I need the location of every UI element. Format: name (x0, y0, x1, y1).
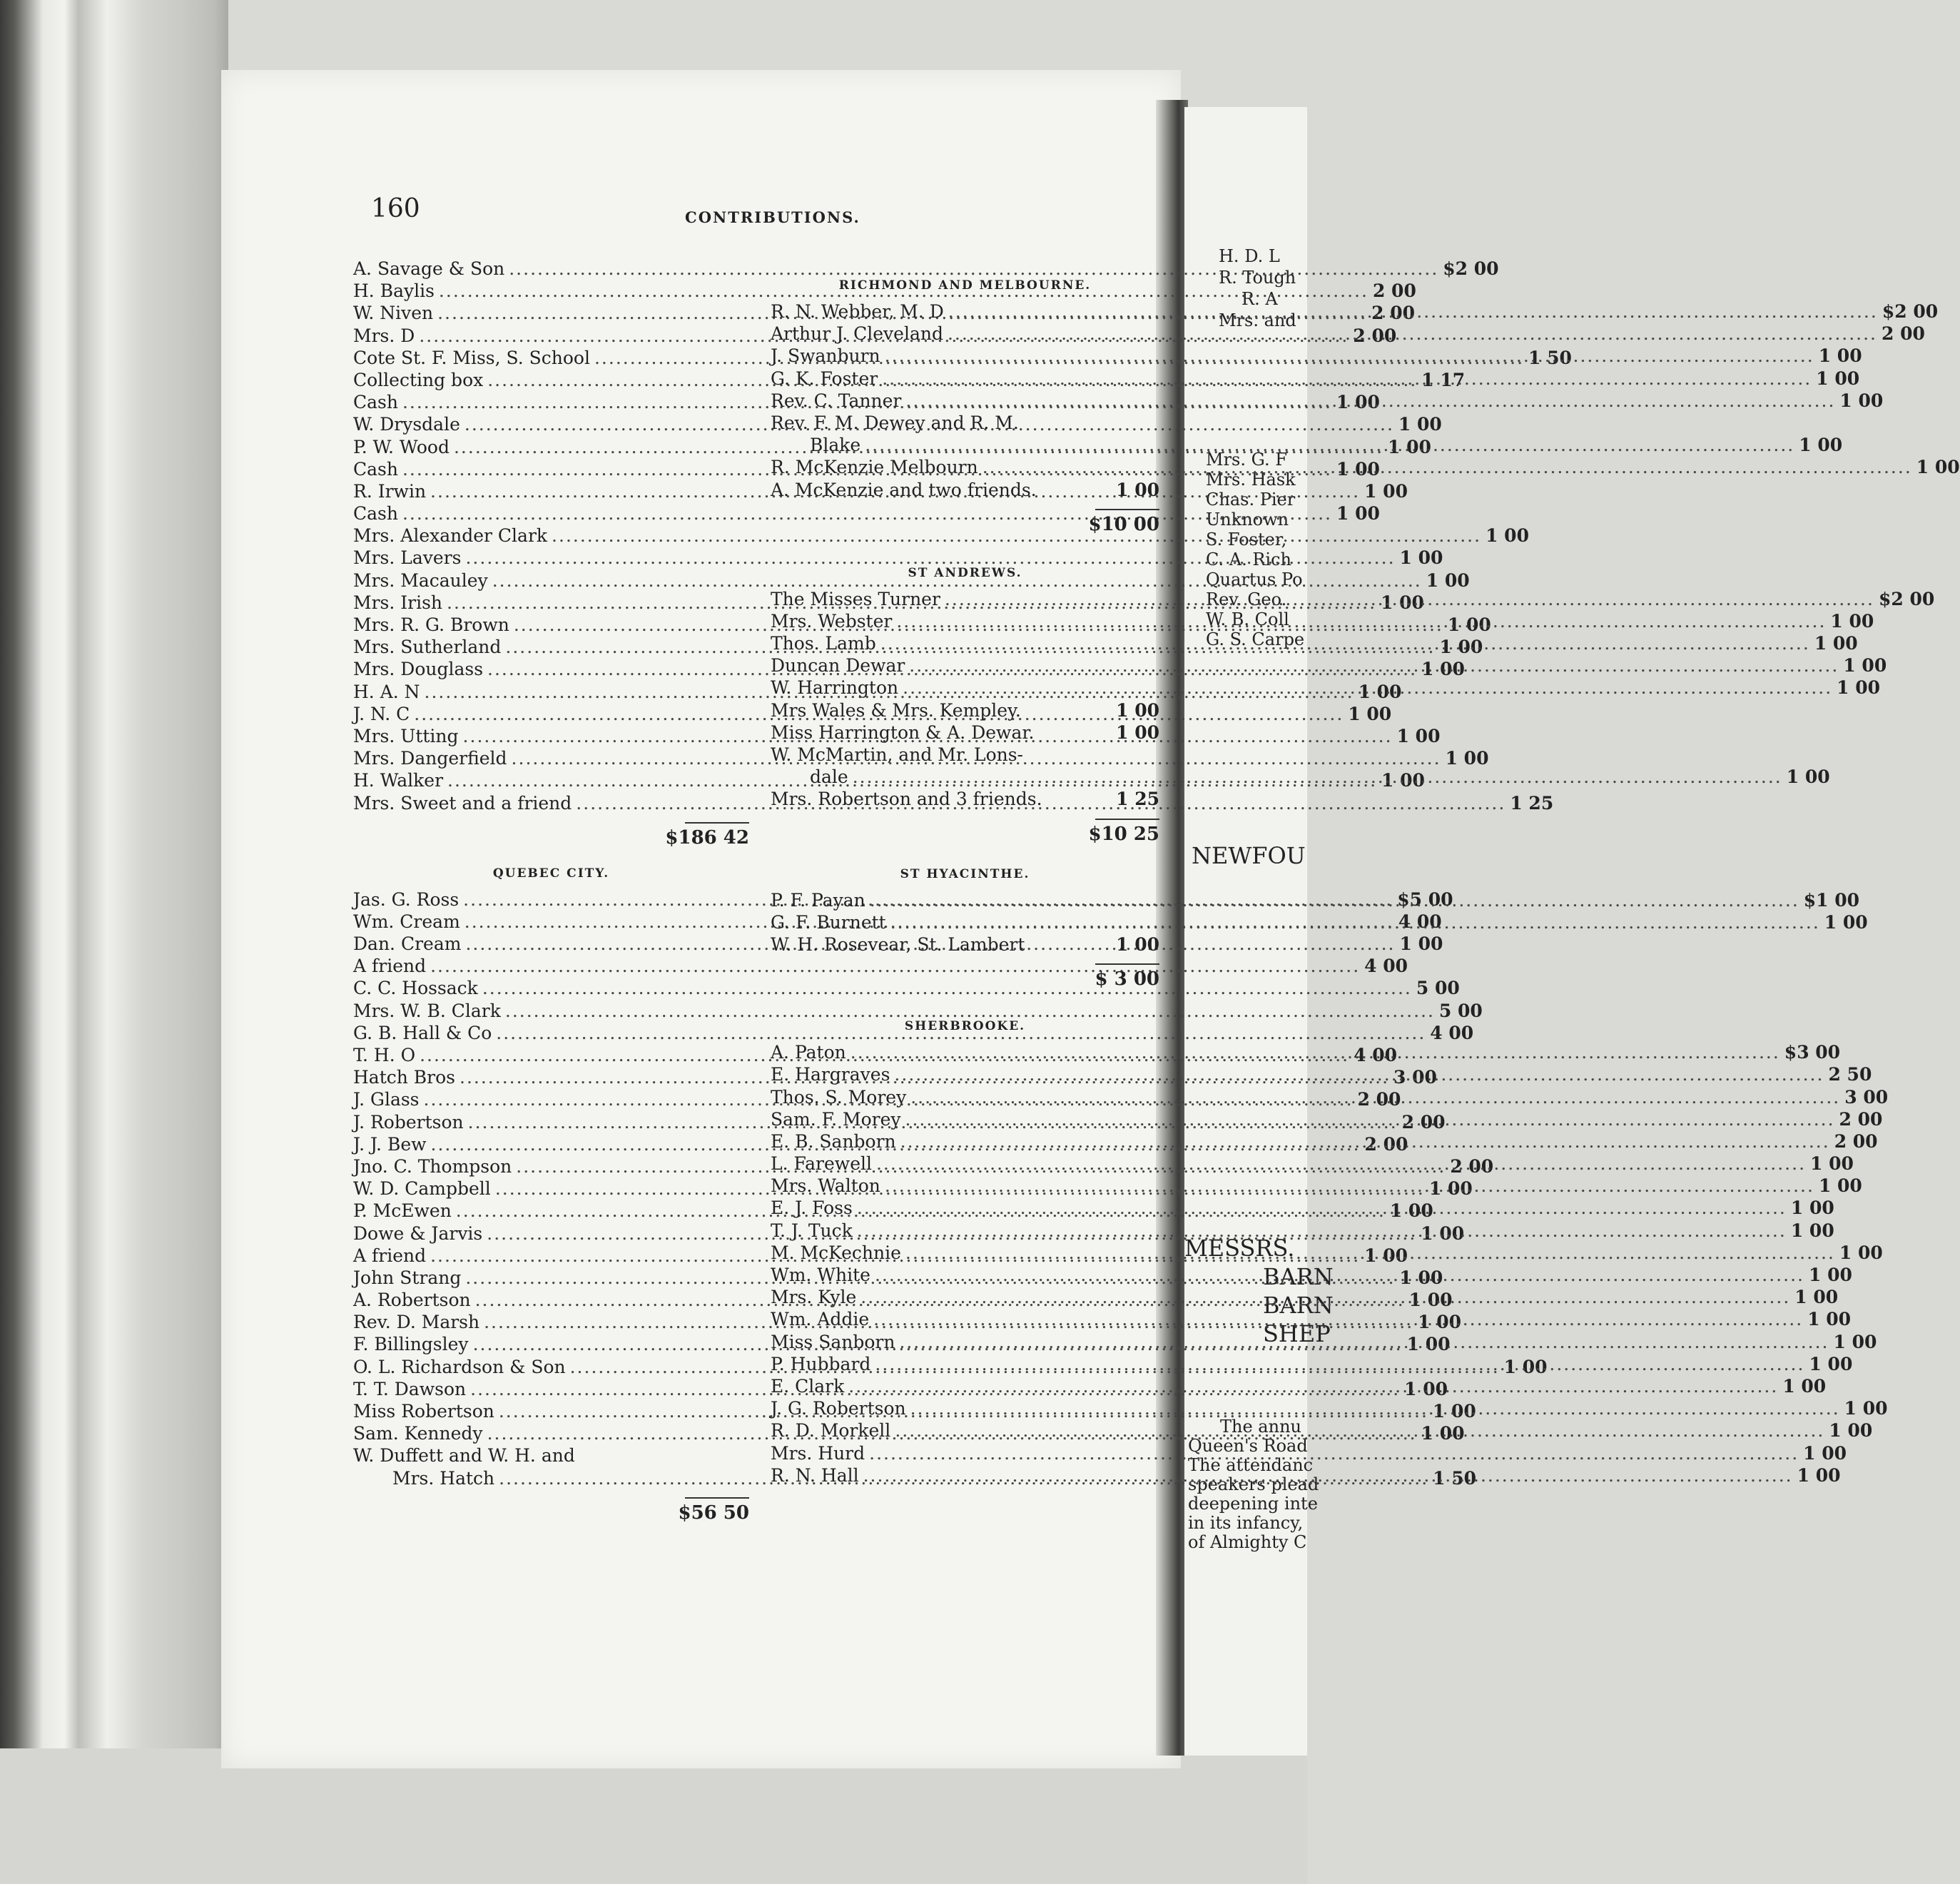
contribution-row (771, 435, 1843, 457)
contribution-amount: 1 00 (1116, 699, 1159, 721)
contributor-name: R. McKenzie Melbourn (771, 457, 978, 478)
contribution-amount: 1 00 (1837, 677, 1881, 699)
contribution-row (771, 390, 1884, 412)
contributor-name: A. Robertson (353, 1290, 471, 1311)
contributor-name: J. N. C (353, 703, 410, 724)
dollar-sign: $ (1803, 889, 1817, 911)
contributor-name: Miss Sanborn (771, 1331, 895, 1352)
contributor-name: Mrs. Hatch (392, 1467, 495, 1489)
contribution-amount: 1 00 (1808, 1265, 1852, 1285)
contribution-row (771, 700, 1159, 722)
contribution-amount: 1 00 (1421, 659, 1465, 680)
leader-dots (905, 390, 1835, 411)
contributor-name: Thos. S. Morey (771, 1086, 907, 1108)
contributor-name: Mrs. Hurd (771, 1442, 865, 1464)
scan-background (0, 1748, 1307, 1884)
contribution-amount: 1 00 (1486, 525, 1529, 547)
contributor-name: Mrs. Webster (771, 610, 893, 632)
leader-dots (848, 1376, 1778, 1397)
contribution-amount: 2 00 (1891, 588, 1935, 609)
contribution-amount: 1 00 (1364, 1245, 1408, 1266)
leader-dots (875, 1354, 1804, 1374)
contributor-name: E. J. Foss (771, 1197, 853, 1219)
contributor-name: W. Drysdale (353, 414, 460, 435)
facing-page-line: R. A (1241, 289, 1278, 309)
facing-page-line: Queen's Road (1188, 1436, 1308, 1456)
contributor-name: G. F. Burnett (771, 911, 886, 933)
contributor-name: A friend (353, 1245, 427, 1266)
contribution-amount: 2 00 (1371, 303, 1416, 324)
contributor-name: John Strang (353, 1267, 462, 1288)
facing-page-line: of Almighty C (1188, 1532, 1307, 1552)
dollar-sign: $ (1784, 1042, 1797, 1063)
contributor-name: Blake (810, 435, 861, 456)
facing-page-line: Unknown (1206, 510, 1289, 530)
contribution-row (771, 744, 1159, 766)
contribution-row (771, 1353, 1853, 1376)
contribution-amount: 1 00 (1809, 1353, 1853, 1374)
contribution-amount: 1 00 (1818, 1175, 1862, 1197)
contribution-row (771, 1398, 1888, 1420)
contributor-name: The Misses Turner (771, 588, 940, 609)
leader-dots (857, 1197, 1787, 1218)
contribution-amount: 1 00 (1803, 1442, 1847, 1464)
contributor-name: A. McKenzie and two friends. (771, 479, 1037, 500)
contribution-amount: 1 00 (1421, 1222, 1465, 1244)
contributor-name: Arthur J. Cleveland (771, 323, 943, 345)
facing-page-line: Mrs. and (1219, 310, 1296, 330)
contribution-amount: 1 00 (1843, 655, 1887, 677)
section-heading: ST HYACINTHE. (900, 866, 1030, 881)
contributor-name: R. N. Hall (771, 1464, 859, 1486)
contribution-amount: 1 00 (1916, 457, 1960, 478)
contribution-row (771, 1197, 1834, 1220)
leader-dots (982, 457, 1912, 477)
facing-page-line: Mrs. Hask (1206, 470, 1296, 490)
page-header (371, 194, 1170, 237)
contributor-name: R. D. Morkell (771, 1420, 891, 1442)
contribution-row (353, 1445, 749, 1467)
facing-page-line: deepening inte (1188, 1494, 1318, 1514)
contributor-name: Wm. Cream (353, 911, 460, 932)
contributor-name: Wm. Addie (771, 1309, 870, 1330)
contributor-name: E. B. Sanborn (771, 1130, 896, 1152)
contribution-amount: 4 00 (1430, 1022, 1474, 1043)
leader-dots (899, 1332, 1829, 1355)
facing-page-line: C. A. Rich (1206, 550, 1291, 569)
contribution-amount: 1 00 (1336, 458, 1380, 480)
contributor-name: G. K. Foster (771, 368, 878, 389)
facing-page-line: R. Tough (1219, 268, 1296, 288)
leader-dots (869, 1443, 1799, 1464)
contribution-amount: 2 00 (1364, 1133, 1408, 1155)
contribution-row (771, 722, 1159, 744)
contribution-amount: 1 00 (1439, 637, 1483, 658)
contributor-name: Mrs. Sutherland (353, 637, 502, 658)
contribution-amount: 1 00 (1503, 1356, 1548, 1377)
contributor-name: H. A. N (353, 681, 420, 702)
contribution-amount: 1 00 (1445, 748, 1489, 769)
leader-dots (948, 323, 1877, 344)
contributor-name: Jno. C. Thompson (353, 1155, 512, 1177)
contribution-amount: 2 00 (1353, 325, 1397, 346)
contribution-row (771, 677, 1881, 699)
contribution-amount: 2 50 (1828, 1064, 1872, 1085)
contribution-amount: 1 25 (1510, 792, 1554, 814)
contributor-name: L. Farewell (771, 1153, 872, 1175)
facing-page-line: The attendanc (1188, 1455, 1314, 1475)
contribution-amount: 1 00 (1116, 721, 1159, 743)
contributor-name: J. Swanburn (771, 345, 880, 367)
contribution-amount: 2 00 (1455, 258, 1499, 279)
facing-page-line: Chas. Pier (1206, 490, 1296, 510)
contribution-amount: 1 00 (1426, 569, 1470, 591)
section-total: $186 42 (665, 826, 749, 849)
leader-dots (876, 1153, 1806, 1174)
contribution-amount: 1 00 (1399, 547, 1443, 569)
contributor-name: Cash (353, 392, 398, 413)
contributor-name: Jas. G. Ross (353, 888, 459, 910)
contribution-row (771, 1108, 1883, 1131)
contribution-amount: 1 00 (1406, 1334, 1451, 1355)
leader-dots (895, 1420, 1824, 1441)
leader-dots (865, 435, 1794, 455)
contributor-name: Thos. Lamb (771, 633, 876, 654)
leader-dots (909, 655, 1839, 676)
leader-dots (863, 1465, 1793, 1486)
contribution-amount: 1 00 (1408, 1290, 1453, 1311)
contribution-amount: 1 00 (1790, 1220, 1834, 1241)
contributor-name: Mrs Wales & Mrs. Kempley. (771, 699, 1021, 721)
contributor-name: W. Niven (353, 303, 434, 324)
section-heading: SHERBROOKE. (904, 1019, 1026, 1034)
leader-dots (853, 766, 1782, 787)
contributor-name: Rev. D. Marsh (353, 1312, 480, 1333)
contribution-amount: 1 00 (1336, 392, 1380, 413)
contributor-name: R. Irwin (353, 480, 427, 502)
contribution-row (771, 323, 1925, 345)
facing-page-line: SHEP (1263, 1320, 1331, 1347)
contribution-amount: 1 00 (1447, 614, 1491, 635)
contributor-name: W. H. Rosevear, St. Lambert (771, 933, 1025, 955)
contribution-amount: 1 17 (1421, 369, 1466, 390)
contribution-row (771, 934, 1159, 956)
section-total: $56 50 (678, 1501, 749, 1524)
contributor-name: Sam. F. Morey (771, 1108, 901, 1130)
leader-dots (905, 1109, 1835, 1130)
contribution-amount: 1 00 (1421, 1423, 1465, 1444)
contributor-name: Mrs. Irish (353, 592, 443, 613)
contribution-amount: 1 00 (1844, 1398, 1888, 1419)
facing-page-line: BARN (1263, 1263, 1334, 1290)
leader-dots (880, 633, 1810, 654)
contribution-amount: 1 00 (1816, 368, 1860, 389)
contribution-amount: 1 00 (1336, 503, 1380, 525)
contributor-name: J. Glass (353, 1089, 420, 1110)
leader-dots (905, 1242, 1835, 1263)
contribution-amount: 5 00 (1438, 1000, 1483, 1021)
contribution-amount: 3 00 (1797, 1042, 1841, 1063)
facing-page-line: S. Foster, (1206, 530, 1287, 550)
contribution-row (771, 1375, 1827, 1398)
contributor-name: H. Walker (353, 770, 444, 791)
contributor-name: E. Clark (771, 1375, 845, 1397)
contributor-name: Cash (353, 458, 398, 480)
contribution-amount: 1 00 (1388, 436, 1431, 457)
contributor-name: Dan. Cream (353, 933, 462, 955)
contributor-name: A. Savage & Son (353, 258, 505, 279)
contribution-row (771, 789, 1159, 811)
section-total: $10 00 (1088, 513, 1159, 535)
contributor-name: Mrs. Walton (771, 1175, 880, 1197)
facing-page-line: BARN (1263, 1292, 1334, 1319)
contribution-amount: 2 00 (1357, 1089, 1401, 1110)
contribution-amount: 1 00 (1814, 633, 1858, 654)
contributor-name: Mrs. R. G. Brown (353, 614, 509, 635)
contribution-amount: 1 00 (1824, 911, 1868, 933)
contributor-name: Mrs. Robertson and 3 friends. (771, 789, 1042, 810)
facing-page-line: Quartus Po (1206, 569, 1303, 589)
contribution-amount: 1 00 (1398, 414, 1442, 435)
facing-page-line: MESSRS. (1184, 1235, 1295, 1262)
section-total: $10 25 (1088, 823, 1159, 845)
contributor-name: Hatch Bros (353, 1067, 456, 1088)
dollar-sign: $ (1443, 258, 1456, 279)
contribution-row (771, 1220, 1834, 1242)
facing-page-line: Rev. Geo. (1206, 589, 1287, 609)
contributor-name: O. L. Richardson & Son (353, 1356, 566, 1377)
contributor-name: Miss Robertson (353, 1401, 494, 1422)
contribution-amount: 4 00 (1354, 1045, 1398, 1065)
contribution-row (771, 412, 1159, 435)
contribution-amount: 1 00 (1348, 703, 1392, 724)
contributor-name: Mrs. Dangerfield (353, 748, 507, 769)
contribution-row (353, 956, 1408, 978)
contribution-row (771, 655, 1887, 677)
facing-page-line: H. D. L (1219, 246, 1280, 266)
contributor-name: R. N. Webber, M. D (771, 301, 944, 322)
contributor-name: Cash (353, 503, 398, 525)
contributor-name: E. Hargraves (771, 1064, 890, 1085)
facing-page-line: W. B. Coll (1206, 609, 1289, 629)
contributor-name: P. W. Wood (353, 436, 450, 457)
contributor-name: Mrs. Lavers (353, 547, 462, 569)
contributor-name: Collecting box (353, 369, 484, 390)
contributor-name: Mrs. D (353, 325, 415, 346)
contribution-amount: 2 00 (1834, 1130, 1878, 1152)
contributor-name: W. Harrington (771, 677, 899, 699)
section-heading: QUEBEC CITY. (492, 866, 610, 881)
contribution-amount: 1 00 (1790, 1197, 1834, 1219)
contributor-name: Mrs. Alexander Clark (353, 525, 548, 547)
contribution-amount: 1 00 (1786, 766, 1830, 788)
contribution-amount: 1 00 (1404, 1378, 1448, 1399)
contributor-name: J. Robertson (353, 1111, 464, 1133)
leader-dots (910, 1398, 1840, 1419)
contribution-amount: 1 00 (1818, 345, 1862, 367)
contributor-name: Miss Harrington & A. Dewar. (771, 721, 1035, 743)
contribution-amount: 1 00 (1399, 1267, 1443, 1288)
contribution-amount: 1 00 (1116, 933, 1159, 955)
contribution-amount: 1 00 (1839, 390, 1884, 411)
contribution-amount: 1 00 (1396, 725, 1441, 746)
contributor-name: A friend (353, 956, 427, 977)
contribution-amount: 1 00 (1418, 1312, 1462, 1333)
facing-page-line: in its infancy, (1188, 1513, 1304, 1533)
contribution-amount: 2 00 (1839, 1108, 1883, 1130)
contributor-name: F. Billingsley (353, 1334, 469, 1355)
contribution-amount: 1 00 (1389, 1200, 1433, 1222)
contribution-amount: 1 00 (1829, 1420, 1873, 1442)
contribution-row (771, 1175, 1862, 1197)
contribution-amount: 1 00 (1381, 592, 1424, 613)
section-heading: ST ANDREWS. (908, 565, 1022, 580)
contribution-row (771, 1130, 1878, 1153)
contributor-name: P. McEwen (353, 1200, 452, 1222)
contributor-name: T. T. Dawson (353, 1378, 467, 1399)
contributor-name: W. Duffett and W. H. and (353, 1445, 575, 1467)
contributor-name: W. D. Campbell (353, 1178, 491, 1200)
contributor-name: Wm. White (771, 1265, 870, 1285)
contribution-amount: 1 00 (1810, 1153, 1854, 1175)
running-title: CONTRIBUTIONS. (685, 208, 860, 226)
leader-dots (903, 677, 1832, 698)
contributor-name: Dowe & Jarvis (353, 1222, 483, 1244)
facing-heading: NEWFOU (1192, 842, 1306, 869)
contribution-amount: 1 00 (1116, 479, 1159, 500)
contributor-name: Mrs. Macauley (353, 569, 488, 591)
section-total: $ 3 00 (1095, 968, 1159, 991)
leader-dots (885, 345, 1814, 366)
contributor-name: Duncan Dewar (771, 655, 905, 677)
leader-dots (875, 1265, 1804, 1285)
contribution-row (353, 1000, 1483, 1023)
contribution-amount: 1 00 (1381, 770, 1425, 791)
contribution-amount: 1 00 (1839, 1242, 1883, 1263)
section-heading: RICHMOND AND MELBOURNE. (838, 278, 1092, 293)
leader-dots (885, 1175, 1814, 1196)
leader-dots (948, 301, 1878, 322)
page-number: 160 (371, 194, 420, 223)
contribution-amount: 5 00 (1416, 978, 1460, 999)
contributor-name: H. Baylis (353, 280, 435, 302)
contribution-amount: 1 50 (1433, 1467, 1477, 1489)
leader-dots (882, 368, 1812, 389)
contribution-amount: 1 00 (1816, 889, 1860, 911)
scan-binding-edge (0, 0, 228, 1884)
contributor-name: Cote St. F. Miss, S. School (353, 347, 590, 368)
contributor-name: Mrs. Sweet and a friend (353, 792, 572, 814)
contributor-name: P. Hubbard (771, 1353, 871, 1374)
contribution-amount: 1 00 (1833, 1331, 1877, 1352)
contribution-amount: 2 00 (1450, 1155, 1494, 1177)
facing-page-line: The annu (1220, 1417, 1301, 1437)
contributor-name: Sam. Kennedy (353, 1423, 483, 1444)
leader-dots (860, 1287, 1790, 1307)
contribution-row (771, 480, 1159, 502)
contribution-amount: 2 00 (1894, 301, 1939, 322)
contributor-name: A. Paton (771, 1042, 846, 1063)
contributor-name: J. G. Robertson (771, 1398, 906, 1419)
contribution-amount: 1 00 (1799, 435, 1843, 456)
contribution-amount: 1 00 (1797, 1464, 1841, 1486)
contributor-name: Rev. C. Tanner (771, 390, 902, 411)
contribution-amount: 2 00 (1882, 323, 1925, 345)
contributor-name: P. F. Payan (771, 889, 865, 911)
dollar-sign: $ (1878, 588, 1892, 609)
contributor-name: Mrs. Utting (353, 725, 459, 746)
contribution-amount: 1 50 (1528, 347, 1572, 368)
contribution-amount: 1 00 (1358, 681, 1402, 702)
dollar-sign: $ (1882, 301, 1895, 322)
contribution-amount: 3 00 (1844, 1086, 1889, 1108)
contribution-amount: 2 00 (1401, 1111, 1446, 1133)
leader-dots (894, 1064, 1824, 1085)
contributor-name: G. B. Hall & Co (353, 1022, 492, 1043)
contributor-name: W. McMartin, and Mr. Lons- (771, 744, 1023, 765)
contribution-amount: 1 00 (1782, 1375, 1827, 1397)
contribution-amount: 1 00 (1428, 1178, 1473, 1200)
contributor-name: T. H. O (353, 1045, 416, 1065)
facing-page-line: G. S. Carpe (1206, 629, 1305, 649)
contribution-amount: 1 25 (1116, 789, 1159, 810)
leader-dots (910, 1087, 1840, 1108)
leader-dots (870, 890, 1799, 911)
contribution-row (771, 766, 1830, 789)
leader-dots (890, 912, 1820, 933)
facing-page-line: speakers plead (1188, 1474, 1319, 1494)
leader-dots (857, 1220, 1787, 1241)
contribution-row (771, 1309, 1852, 1331)
contributor-name: J. J. Bew (353, 1133, 427, 1155)
contribution-amount: 5 00 (1409, 888, 1453, 910)
leader-dots (945, 589, 1874, 609)
contribution-amount: 4 00 (1364, 956, 1408, 977)
contributor-name: Mrs. Kyle (771, 1287, 857, 1308)
leader-dots (896, 611, 1826, 632)
contribution-amount: 1 00 (1364, 480, 1408, 502)
contributor-name: M. McKechnie (771, 1242, 901, 1263)
leader-dots (873, 1309, 1803, 1333)
contribution-amount: 1 00 (1794, 1287, 1839, 1308)
contribution-amount: 1 00 (1432, 1401, 1476, 1422)
contribution-amount: 2 00 (1372, 280, 1416, 302)
contributor-name: T. J. Tuck (771, 1220, 853, 1241)
contributor-name: dale (810, 766, 848, 788)
contribution-amount: 1 00 (1399, 933, 1443, 955)
contributor-name: C. C. Hossack (353, 978, 478, 999)
leader-dots (850, 1042, 1780, 1063)
contributor-name: Rev. F. M. Dewey and R. M. (771, 412, 1019, 433)
contributor-name: Mrs. W. B. Clark (353, 1000, 501, 1021)
facing-page-line: Mrs. G. F (1206, 450, 1287, 470)
contribution-amount: 1 00 (1830, 610, 1874, 632)
contribution-amount: 3 00 (1393, 1067, 1437, 1088)
dollar-sign: $ (1397, 888, 1410, 910)
leader-dots (900, 1131, 1830, 1152)
contributor-name: Mrs. Douglass (353, 659, 484, 680)
contribution-amount: 4 00 (1398, 911, 1442, 932)
contribution-amount: 1 00 (1807, 1309, 1852, 1330)
